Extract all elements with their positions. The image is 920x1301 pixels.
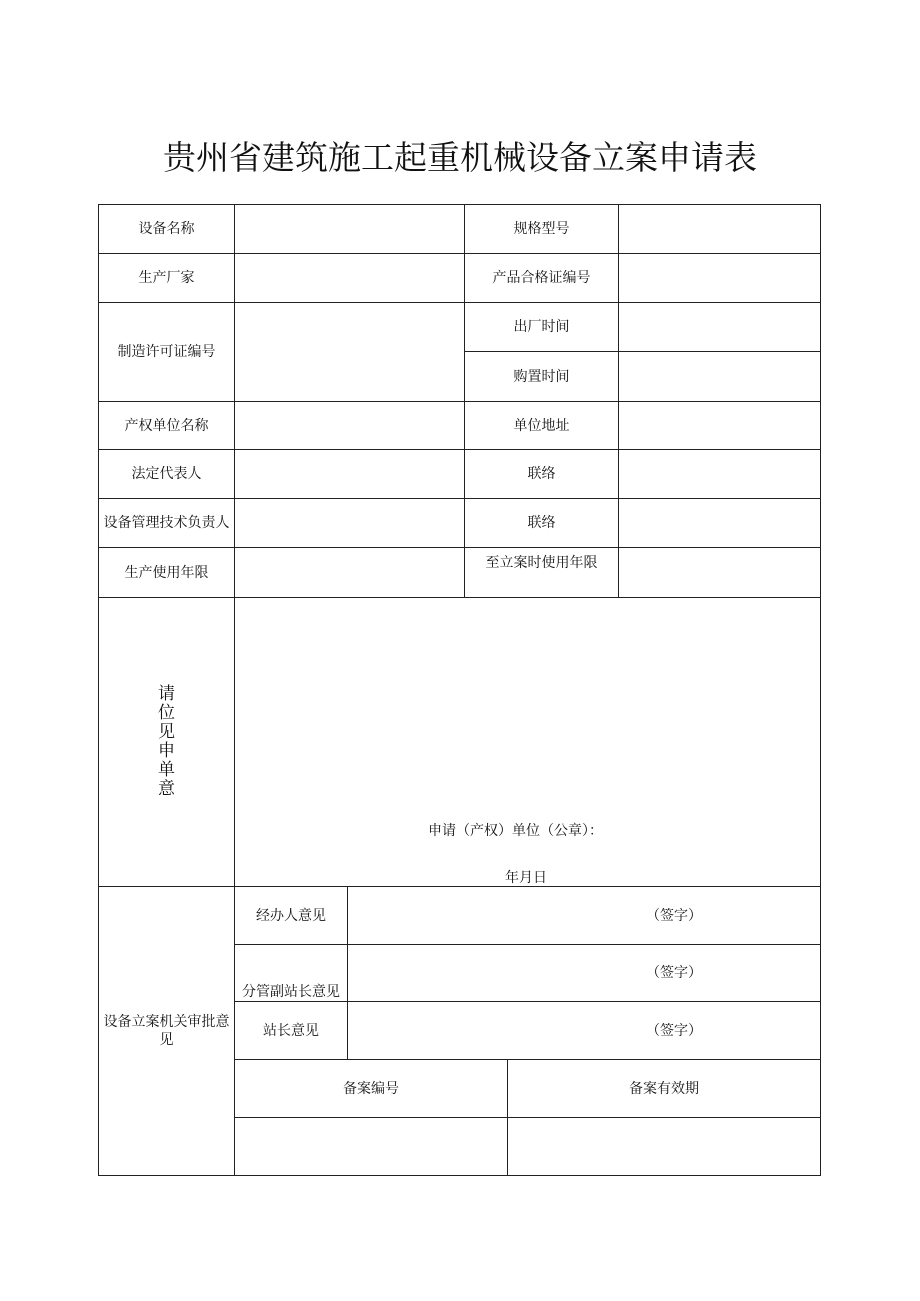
filing-no-field[interactable] (234, 1117, 508, 1176)
label-device-name (98, 204, 235, 254)
sign-label: （签字） (646, 1022, 702, 1039)
label-text: 备案编号 (343, 1080, 399, 1097)
label-text: 经办人意见 (256, 907, 326, 924)
handler-opinion-field[interactable] (347, 886, 821, 945)
production-years-field[interactable] (234, 547, 465, 598)
purchase-date-field[interactable] (618, 351, 821, 402)
owner-unit-name-field[interactable] (234, 401, 465, 450)
label-filing-validity (507, 1059, 821, 1118)
sign-label: （签字） (646, 965, 702, 981)
label-director-opinion (234, 1001, 348, 1060)
label-text: 生产厂家 (138, 270, 195, 286)
label-legal-rep (98, 449, 235, 499)
label-contact-2 (464, 498, 619, 548)
director-opinion-field[interactable] (347, 1001, 821, 1060)
contact-2-field[interactable] (618, 498, 821, 548)
label-text: 备案有效期 (629, 1080, 699, 1097)
label-years-until-filing (464, 547, 619, 598)
product-cert-no-field[interactable] (618, 253, 821, 303)
label-text: 产权单位名称 (124, 417, 209, 434)
years-until-filing-field[interactable] (618, 547, 821, 598)
label-text: 联络 (527, 466, 556, 482)
label-text: 设备管理技术负责人 (103, 515, 230, 531)
applicant-date-text: 年月日 (505, 870, 547, 886)
device-name-field[interactable] (234, 204, 465, 254)
legal-rep-field[interactable] (234, 449, 465, 499)
label-deputy-opinion (234, 944, 348, 1002)
page-title: 贵州省建筑施工起重机械设备立案申请表 (163, 138, 757, 177)
label-text: 请位见申单意 (158, 684, 175, 799)
label-unit-address (464, 401, 619, 450)
label-filing-no (234, 1059, 508, 1118)
contact-1-field[interactable] (618, 449, 821, 499)
label-text: 分管副站长意见 (242, 984, 340, 1000)
filing-validity-field[interactable] (507, 1117, 821, 1176)
label-text: 联络 (527, 515, 556, 531)
label-product-cert-no (464, 253, 619, 303)
label-applicant-opinion (98, 597, 235, 887)
label-text: 规格型号 (513, 221, 570, 237)
label-text: 设备名称 (138, 221, 195, 237)
label-text: 产品合格证编号 (492, 270, 591, 286)
label-text: 站长意见 (263, 1022, 319, 1039)
label-text: 制造许可证编号 (117, 344, 216, 360)
label-manufacturer (98, 253, 235, 303)
label-authority-opinion (98, 886, 235, 1176)
mfg-license-no-field[interactable] (234, 302, 465, 402)
label-production-years (98, 547, 235, 598)
label-spec-model (464, 204, 619, 254)
manufacturer-field[interactable] (234, 253, 465, 303)
label-factory-date (464, 302, 619, 352)
tech-manager-field[interactable] (234, 498, 465, 548)
label-text: 购置时间 (513, 368, 570, 385)
label-handler-opinion (234, 886, 348, 945)
sign-label: （签字） (646, 907, 702, 924)
label-contact-1 (464, 449, 619, 499)
factory-date-field[interactable] (618, 302, 821, 352)
applicant-seal-text: 申请（产权）单位（公章）： (428, 823, 603, 839)
unit-address-field[interactable] (618, 401, 821, 450)
label-text: 出厂时间 (513, 319, 570, 335)
label-text: 生产使用年限 (124, 564, 209, 581)
applicant-opinion-field[interactable] (234, 597, 821, 887)
label-text: 法定代表人 (131, 466, 202, 482)
spec-model-field[interactable] (618, 204, 821, 254)
label-purchase-date (464, 351, 619, 402)
label-text: 至立案时使用年限 (485, 555, 598, 571)
deputy-opinion-field[interactable] (347, 944, 821, 1002)
label-owner-unit-name (98, 401, 235, 450)
label-text: 单位地址 (513, 417, 570, 434)
label-tech-manager (98, 498, 235, 548)
label-mfg-license-no (98, 302, 235, 402)
label-text: 设备立案机关审批意见 (103, 1014, 230, 1048)
